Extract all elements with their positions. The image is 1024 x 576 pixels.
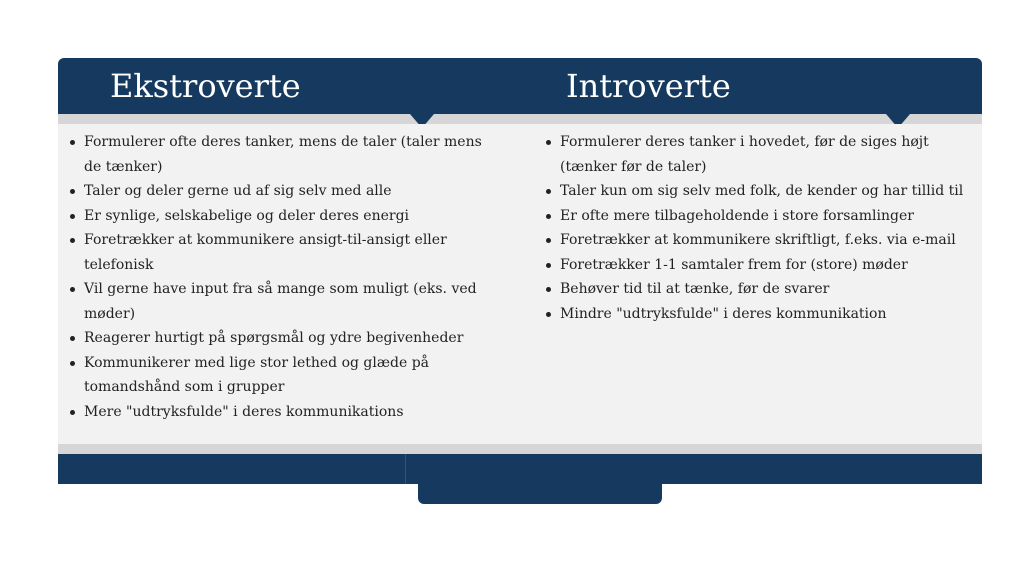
- introvert-list: [538, 130, 980, 326]
- top-divider-band: [58, 114, 982, 124]
- header-bar: [58, 58, 982, 114]
- bottom-divider-band: [58, 444, 982, 454]
- list-item: Formulerer ofte deres tanker, mens de taler (taler mens de tænker): [84, 130, 502, 179]
- list-item: Reagerer hurtigt på spørgsmål og ydre begivenheder: [84, 326, 502, 351]
- list-item: Vil gerne have input fra så mange som muligt (eks. ved møder): [84, 277, 502, 326]
- footer-tab: [418, 482, 662, 504]
- list-item: Foretrækker 1-1 samtaler frem for (store) møder: [560, 253, 980, 278]
- list-item: Foretrækker at kommunikere skriftligt, f.eks. via e-mail: [560, 228, 980, 253]
- extrovert-list: [62, 130, 502, 424]
- list-item: Taler kun om sig selv med folk, de kender og har tillid til: [560, 179, 980, 204]
- footer-bar: [58, 454, 982, 484]
- list-item: Behøver tid til at tænke, før de svarer: [560, 277, 980, 302]
- list-item: Foretrækker at kommunikere ansigt-til-ansigt eller telefonisk: [84, 228, 502, 277]
- list-item: Er ofte mere tilbageholdende i store forsamlinger: [560, 204, 980, 229]
- list-item: Mindre "udtryksfulde" i deres kommunikation: [560, 302, 980, 327]
- list-item: Taler og deler gerne ud af sig selv med alle: [84, 179, 502, 204]
- comparison-card: [58, 58, 982, 488]
- footer-divider: [405, 454, 406, 484]
- extrovert-title: Ekstroverte: [110, 67, 301, 105]
- list-item: Er synlige, selskabelige og deler deres energi: [84, 204, 502, 229]
- introvert-title: Introverte: [566, 67, 731, 105]
- list-item: Formulerer deres tanker i hovedet, før de siges højt (tænker før de taler): [560, 130, 980, 179]
- list-item: Kommunikerer med lige stor lethed og glæde på tomandshånd som i grupper: [84, 351, 502, 400]
- list-item: Mere "udtryksfulde" i deres kommunikations: [84, 400, 502, 425]
